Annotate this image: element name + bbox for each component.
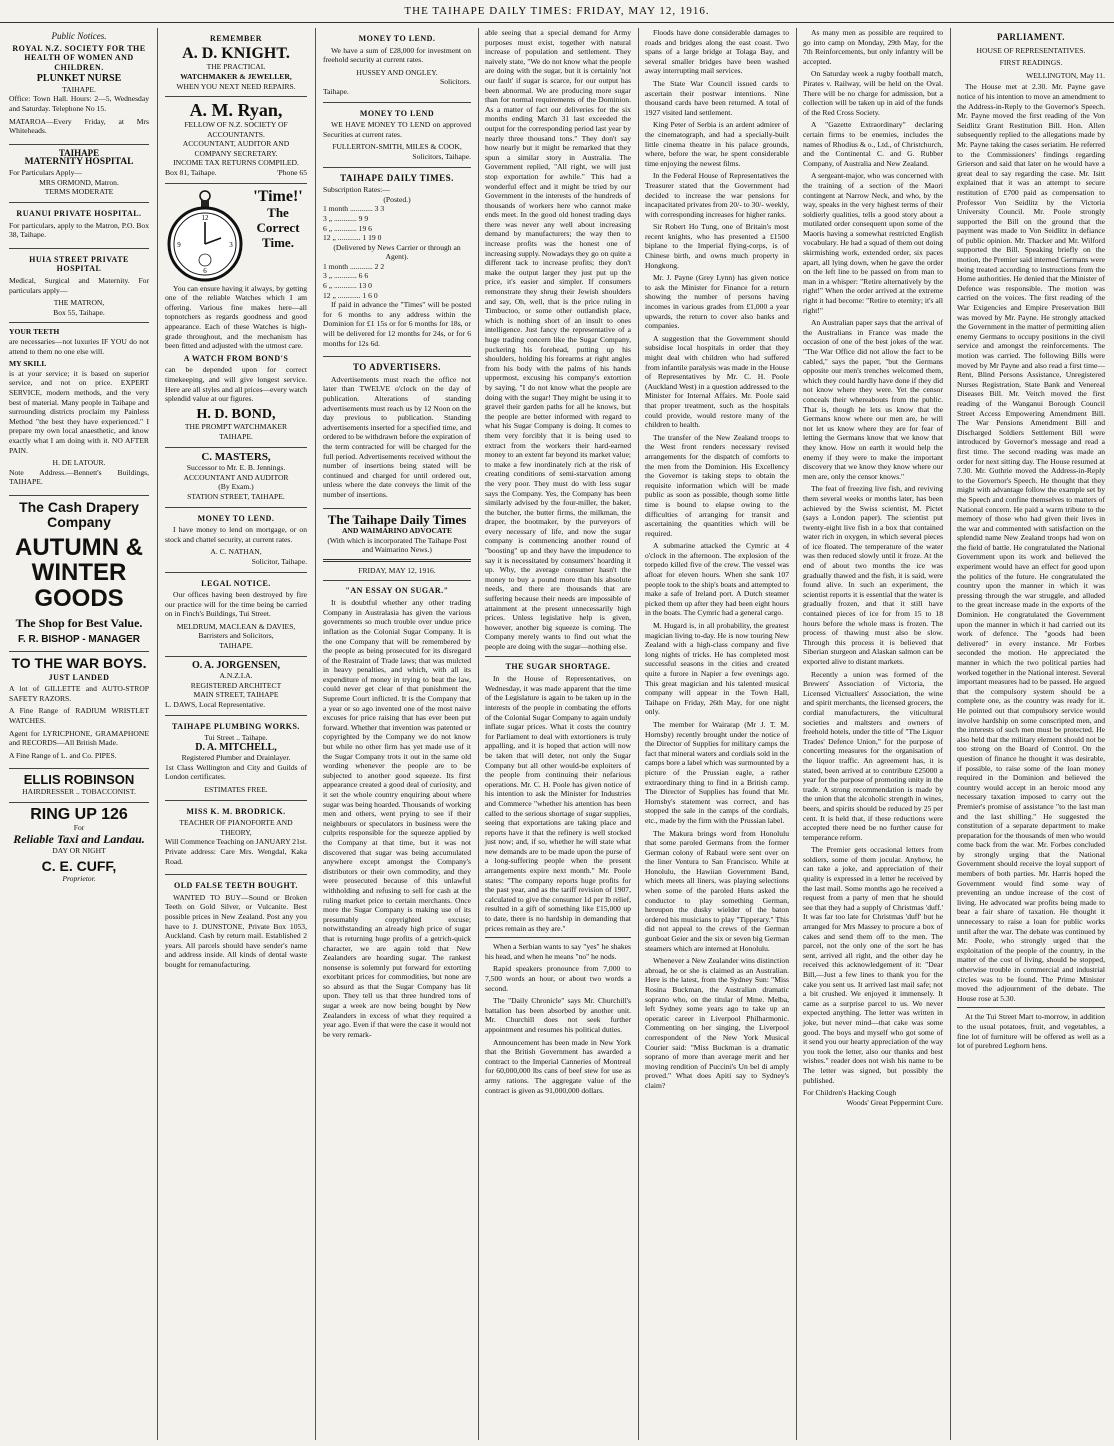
- suggestion-item: A suggestion that the Government should subsidise local hospitals in order that they might deal with children who had suffered from infantile paralysis was made in the House of Representatives by Mr. C. H. Poole (Auckland West) in a question addressed to the Minister for Internal Affairs. Mr. Poole said that proper treatment, such as the hospitals could provide, would restore many of the children to health.: [645, 333, 789, 430]
- ring-for: For: [73, 823, 85, 833]
- sub-rates: Subscription Rates:—: [323, 185, 390, 195]
- paper-sub: AND WAIMARINO ADVOCATE: [341, 526, 453, 536]
- cough-cure: Woods' Great Peppermint Cure.: [846, 1097, 943, 1107]
- teeth-head: YOUR TEETH: [9, 327, 60, 337]
- shortage-body: In the House of Representatives, on Wednesday, it was made apparent that the time of the Legislature is again to be taken up in the interests of the people in combating the efforts of the Colonial Sugar Company to again unduly inflate sugar prices. What it costs the country for Parliament to deal with extortioners is truly appalling, and it is hoped that action will now be taken that will deter, not only the Sugar Company but all other would-be exploiters of the people from continuing their nefarious operations. Mr. C. H. Poole has given notice of his intention to ask the Minister for Industries and Commerce "whether his attention has been called to the serious shortage of sugar supplies, seeing that exportations are taking place and reports have it that the refinery is well stocked just now; and, if so, whether he will state what new demands are to be made upon the purse of a long-suffering people when the present arrangements expire next month." Mr. Poole states: "The company reports huge profits for the past year, and as the tariff revision of 1907, calculated to give the consumer 1d per lb relief, resulted in a gift of something like £15,000 up to date, there is no hardship in demanding that prices remain as they are.": [485, 674, 631, 933]
- war-boys: TO THE WAR BOYS.: [11, 654, 147, 671]
- delivered-row: 12 „ ............ 1 6 0: [323, 290, 378, 300]
- jorgensen-line: REGISTERED ARCHITECT: [190, 680, 282, 690]
- masters-street: STATION STREET, TAIHAPE.: [187, 491, 285, 501]
- meldrum: MELDRUM, MACLEAN & DAVIES,: [176, 621, 296, 631]
- delivered-row: 6 „ ............ 13 0: [323, 281, 372, 291]
- gazette-item: A "Gazette Extraordinary" declaring certain firms to be enemies, includes the names of Rhodius & o., Ltd., of Christchurch, and the Continental C. and G. Rubber Company, of Australia and New Zealand.: [803, 120, 943, 168]
- svg-text:3: 3: [229, 240, 233, 249]
- dentist-address: Note Address.—Bennett's Buildings, TAIHAPE.: [9, 467, 149, 487]
- dawson: L. DAWS, Local Representative.: [165, 699, 266, 709]
- huia-body: Medical, Surgical and Maternity. For particulars apply—: [9, 276, 149, 295]
- money-head-2: MONEY TO LEND.: [358, 34, 436, 43]
- newyork-item: Announcement has been made in New York that the British Government has awarded a contract to the Imperial Canneries of Montreal for 60,000,000 lbs cans of beef stew for use as army rations. The aggregate value of the contract is given as 91,000,000 dollars.: [485, 1037, 631, 1095]
- masthead: THE TAIHAPE DAILY TIMES: FRIDAY, MAY 12, 1916.: [0, 0, 1114, 23]
- ring-day: DAY OR NIGHT: [52, 845, 106, 855]
- ryan-line-1: FELLOW OF N.Z. SOCIETY OF ACCOUNTANTS.: [184, 120, 288, 139]
- teeth-body: are necessaries—not luxuries IF YOU do not attend to them no one else will.: [9, 336, 149, 356]
- federal-item: In the Federal House of Representatives the Treasurer stated that the Government had decided to increase the war pensions for incapacitated privates from 20/- to 30/- weekly, with corresponding increases for higher ranks.: [645, 171, 789, 219]
- shop-best: The Shop for Best Value.: [15, 615, 143, 630]
- plunket-society: ROYAL N.Z. SOCIETY FOR THE HEALTH OF WOMEN AND CHILDREN.: [12, 43, 146, 72]
- shortage-head: THE SUGAR SHORTAGE.: [505, 661, 611, 671]
- ruanui-head: RUANUI PRIVATE HOSPITAL.: [16, 209, 142, 219]
- teeth-bought: OLD FALSE TEETH BOUGHT.: [174, 881, 298, 891]
- bond-line: THE PROMPT WATCHMAKER: [184, 422, 288, 432]
- submarine-item: A submarine attacked the Cymric at 4 o'clock in the afternoon. The explosion of the torpedo killed five of the crew. The vessel was afloat for eleven hours. When she sank 107 people took to the ship's boats and attempted to make a safe of Ireland port. A Dutch steamer picked them up after they had been eight hours in the boats. The Cymric had a general cargo.: [645, 541, 789, 618]
- autumn-winter: AUTUMN & WINTER GOODS: [15, 534, 143, 612]
- plunket-mataroa: MATAROA—Every Friday, at Mrs Whiteheads.: [9, 116, 149, 136]
- ryan-phone: 'Phone 65: [277, 168, 307, 178]
- ring-up: RING UP 126: [30, 805, 128, 823]
- mitchell-cert: 1st Class Wellington and City and Guilds of London certificates.: [165, 762, 307, 782]
- svg-text:6: 6: [203, 266, 207, 275]
- pocket-watch-icon: [165, 188, 245, 284]
- meldrum-line: Barristers and Solicitors,: [198, 631, 274, 641]
- hotung-item: Sir Robert Ho Tung, one of Britain's most recent knights, who has presented a £1500 biplane to the Imperial flying-corps, is of Chinese birth, and owns much property in Hongkong.: [645, 222, 789, 270]
- nathan-title: Solicitor, Taihape.: [251, 556, 307, 566]
- fullerton: FULLERTON-SMITH, MILES & COOK,: [332, 142, 462, 152]
- first-readings: FIRST READINGS.: [999, 58, 1063, 68]
- floods-item: Floods have done considerable damages to roads and bridges along the east coast. Two spans of a large bridge at Tolaga Bay, and several smaller bridges have been washed away interrupting mail services.: [645, 28, 789, 76]
- knight-line-3: WHEN YOU NEXT NEED REPAIRS.: [176, 81, 296, 91]
- skill-head: MY SKILL: [9, 359, 47, 369]
- posted-row: 1 month ............ 3 3: [323, 204, 385, 214]
- hussey: HUSSEY AND ONGLEY.: [356, 67, 438, 77]
- transfer-item: The transfer of the New Zealand troops to the West front renders necessary revised arrangements for the dispatch of comforts to the men from the Dominion. His Excellency the Governor is taking steps to obtain the requisite information which will be made public as soon as possible, though some little time is bound to elapse owing to the difficulties of arranging for transit and ascertaining the quantities which will be required.: [645, 432, 789, 538]
- delivered-row: 1 month ............ 2 2: [323, 261, 385, 271]
- dentist-name: H. DE LATOUR.: [52, 458, 106, 468]
- posted: (Posted.): [383, 194, 411, 204]
- knight-line-2: WATCHMAKER & JEWELLER,: [180, 71, 292, 81]
- bond-name: H. D. BOND,: [196, 406, 276, 422]
- paper-note: (With which is incorporated The Taihape Post and Waimarino News.): [327, 535, 467, 555]
- masters-name: C. MASTERS,: [201, 450, 271, 463]
- masters-line: Successor to Mr. E. B. Jennings.: [186, 463, 286, 473]
- peter-item: King Peter of Serbia is an ardent admirer of the cinematograph, and had a specially-built little cinema theatre in his palace grounds, where, before the war, he spent considerable time enjoying the newest films.: [645, 120, 789, 168]
- house-head: HOUSE OF REPRESENTATIVES.: [976, 45, 1086, 55]
- huia-head: HUIA STREET PRIVATE HOSPITAL: [29, 254, 129, 274]
- fullerton-title: Solicitors, Taihape.: [412, 151, 471, 161]
- dateline: FRIDAY, MAY 12, 1916.: [358, 565, 436, 575]
- enlist-item: As many men as possible are required to go into camp on Monday, 29th May, for the 7th Reinforcements, but only infantry will be accepted.: [803, 28, 943, 66]
- money-head: MONEY TO LEND.: [197, 513, 275, 523]
- hospital-particulars: For Particulars Apply—: [9, 168, 82, 178]
- watch-body: You can ensure having it always, by getting one of the reliable Watches which I am offering. Various fine makes here—all topnotchers as regards goodness and good appearance. Each of these Watches is high-grade throughout, and the mechanism has been fitted and adjusted with the utmost care.: [165, 283, 307, 351]
- essay-body: It is doubtful whether any other trading Company in Australasia has given the various governments so much trouble over undue price inflation as the Colonial Sugar Company. It is the one Company that will be remembered by the people as being prosecuted for its disregard of the Restraint of Trade laws; that was mulcted in heavy penalties, and which, with all its expenditure of money in trying to beat the law, could never get clear of that punishment the Supreme Court inflicted. It is the Company that a year or so ago invented one of the most naive excuses for price raising that has ever been put forward. Whether that invention was patented or copyrighted by the Company we do not know but while no other firm has yet made use of it the Sugar Company trots it out in the same old wording whenever the people are to be subjected to another good squeeze. Its first appearance created a good deal of curiosity, and it set the whole country enquiring about where sugar was being hoarded. Thousands of working men and others, went prying to see if their neighbours or speculators in business were the culprits responsible for the squeeze applied by the Company at that time, but it was not discovered that sugar was being accumulated anywhere except amongst the Company's distributors or their own commodity, and they were prosecuted because of this unlawful withholding and refusing to sell for cash at the ruling market price to certain merchants. Once more the Sugar Company is making use of its presumably copyrighted excuse; notwithstanding an already high price of sugar that is returning huge profits of a getrich-quick character, we are again told that New Zealanders are hoarding sugar. The rankest nonsense is solemnly put forward for extorting exorbitant prices for commodities, but none are so absurd as that the Sugar Company has lit upon. They tell us that three hundred tons of sugar a week are now being bought by New Zealanders in excess of what they required a year ago. Even if that were the case it would not be very remark-: [323, 598, 471, 1039]
- hospital-town: TAIHAPE: [58, 147, 100, 158]
- times-head: TAIHAPE DAILY TIMES.: [340, 172, 454, 183]
- member-item: The member for Wairarap (Mr J. T. M. Hornsby) recently brought under the notice of the Director of Supplies for military camps the fact that mineral waters and cordials sold in the camps bore a label which was surmounted by a picture of the Prussian eagle, a rather extraordinary thing to find in a British camp. The Director of Supplies has found that Mr. Hornsby's statement was correct, and has stopped the sale in the camps of the cordials, etc., made by the firm with the Prussian label.: [645, 719, 789, 825]
- plumbing-street: Tui Street .. Taihape.: [204, 733, 268, 743]
- advertisers-body: Advertisements must reach the office not later than TWELVE o'clock on the day of publication. Alterations of standing advertisements must reach us by 12 Noon on the day previous to publication. Standing advertisements inserted for a specified time, and ordered to be withdrawn before the expiration of the term contracted for will be charged for the full period. Advertisements received without the number of insertions being stated will be continued and charged for until ordered out, unless where the date conveys the limit of the number of insertions.: [323, 374, 471, 499]
- australian-item: An Australian paper says that the arrival of the Australians in France was made the occasion of one of the best jokes of the war. "The War Office did not allow the fact to be cabled," says the paper, "but the Germans opposite our men's trenches welcomed them, which they could hardly have done if they did not know where they were. Yet the censor conceals their whereabouts from the public. That is, though he lets us know that the Germans know where our men are, he will not let us know where they are for fear of letting the Germans know that we know that they know. How on earth it would help the enemy if they were to make the important discovery that we know they know where our men are, only the censor knows.": [803, 318, 943, 481]
- war-line-4: A Fine Range of L. and Co. PIPES.: [9, 750, 117, 760]
- brodrick-line-2: Will Commence Teaching on JANUARY 21st.: [165, 837, 307, 847]
- payne-item: Mr. J. Payne (Grey Lynn) has given notice to ask the Minister for Finance for a return showing the number of persons having incomes in various grades from £1,000 a year upwards, the return to cover also banks and companies.: [645, 273, 789, 331]
- cuff-name: C. E. CUFF,: [41, 858, 117, 875]
- mart-item: At the Tui Street Mart to-morrow, in addition to the usual potatoes, fruit, and vegetables, a fine lot of furniture will be offered as well as a lot of purebred Leghorn hens.: [957, 1012, 1105, 1051]
- jorgensen-street: MAIN STREET, TAIHAPE: [193, 690, 279, 700]
- watch-bonds-body: can be depended upon for correct timekeeping, and will give longest service. Here are all styles and all prices—every watch splendid value at our figures.: [165, 365, 307, 404]
- cuff-prop: Proprietor.: [62, 873, 96, 883]
- advertisers-head: TO ADVERTISERS.: [352, 362, 442, 373]
- column-7: [952, 28, 1110, 1440]
- svg-text:9: 9: [177, 240, 181, 249]
- sergeant-item: A sergeant-major, who was concerned with the training of a section of the Maori contingent at Narrow Neck, and who, by the way, speaks in the very highest terms of their soldierly qualities, tells a good story about a mutilated order consequent upon some of the Maoris having a somewhat restricted English vocabulary. He had a squad of them out doing skirmishing work, extended order, six paces apart, all lying down, when he gave the order on the left line to be passed on from man to man in a whisper: "Retire alternatively by the right!" When the order arrived at the extreme right it had become: "Retire to eternity; it's all right!": [803, 171, 943, 315]
- hussey-town: Taihape.: [323, 86, 349, 96]
- ryan-name: A. M. Ryan,: [189, 100, 283, 121]
- money-body-2: We have a sum of £28,000 for investment on freehold security at current rates.: [323, 45, 471, 65]
- ryan-line-2: ACCOUNTANT, AUDITOR AND COMPANY SECRETARY.: [182, 139, 290, 158]
- ellis-robinson: ELLIS ROBINSON: [23, 772, 135, 788]
- watch-bonds: A WATCH FROM BOND'S: [183, 353, 289, 363]
- column-4: [480, 28, 636, 1440]
- advance: If paid in advance the "Times" will be posted for 6 months to any address within the Dominion for £1 15s or for 6 months for 18s, or will be delivered for 12 months for 24s, or for 6 months for 12s 6d.: [323, 300, 471, 348]
- speakers-item: Rapid speakers pronounce from 7,000 to 7,500 words an hour, or about two words a second.: [485, 964, 631, 993]
- column-5: [640, 28, 794, 1440]
- notices-title: Public Notices.: [51, 31, 107, 41]
- serbian-item: When a Serbian wants to say "yes" he shakes his head, and when he means "no" he nods.: [485, 942, 631, 961]
- hussey-title: Solicitors.: [439, 77, 471, 87]
- union-item: Recently a union was formed of the Brewers' Association of Victoria, the Licensed Victuallers' Association, the wine and spirit merchants, the licensed grocers, the cordial manufacturers, the viticultural societies and maltsters and owners of freehold hotels, under the title of "The Liquor Trades' Defence Union," for the purpose of concerting measures for the organisation of the liquor traffic. An agreement has, it is stated, been arrived at to contribute £25000 a year for the purpose of promoting unity in the trade. A strong recommendation is made by the union that the alcoholic strength in wines, beers, and spirits should be reduced by 25 per cent. It is held that, if these reductions were accepted there need be no further cause for temperance reform.: [803, 669, 943, 842]
- ellis-trade: HAIRDRESSER .. TOBACCONIST.: [22, 786, 136, 796]
- premier-item: The Premier gets occasional letters from soldiers, some of them jocular. Anyhow, he can take a joke, and appreciation of their quality is expressed in a letter he received by the last mail. Some months ago he received a request from a party of men that he should see that they had a supply of Christmas 'duff.' It was far too late for Christmas 'duff' but he arranged for Mrs Massey to procure a box of cakes and send them off to the men. The parcel, not the only one of the sort he has sent, arrived all right, and the other day he received this acknowledgement of it: "Dear Bill,—Just a few lines to thank you for the cake you sent us. It arrived last mail safe; not a bit crushed. We enjoyed it immensely. It came as a surprise parcel to us. We never expected anything. The letter was written in joke, but never mind—that cake was some good. The boys and myself who got some of it send you our hearty appreciation of the way you took the letter, also our thanks and best wishes." reader does not wish his name to be The letter was signed, but possibly the published.: [803, 845, 943, 1085]
- huia-matron: THE MATRON,: [53, 298, 105, 308]
- remember: REMEMBER: [210, 34, 262, 43]
- skill-body: is at your service; it is based on superior service, and not on price. EXPERT SERVICE, modern methods, and the very best of material. Many people in Taihape and surrounding districts proclaim my Painless Method "the best they have experienced." I prepare my own local anaesthetic, and know exactly what I am doing with it. NO AFTER PAIN.: [9, 368, 149, 455]
- estimates: ESTIMATES FREE.: [204, 785, 268, 795]
- jorgensen: O. A. JORGENSEN,: [191, 659, 281, 671]
- ruanui-body: For particulars, apply to the Matron, P.O. Box 38, Taihape.: [9, 220, 149, 240]
- brodrick-line-1: TEACHER OF PIANOFORTE AND THEORY,: [179, 818, 293, 837]
- delivered-row: 3 „ ............ 6 6: [323, 271, 369, 281]
- column-2: [160, 28, 312, 1440]
- huia-box: Box 55, Taihape.: [53, 307, 105, 317]
- paper-title: The Taihape Daily Times: [327, 511, 467, 527]
- posted-row: 3 „ ............ 9 9: [323, 213, 369, 223]
- meldrum-town: TAIHAPE.: [219, 641, 253, 651]
- parliament-body: The House met at 2.30. Mr. Payne gave notice of his intention to move an amendment to the Address-in-Reply to the Governor's Speech. Mr. Payne moved the first reading of the Von Seidlitz Grant Restitution Bill. Hon. Allen subsequently replied to the allegations made by Mr. Payne taking the cases seriatim. He referred to the Commissioners' findings regarding Grierson and said that later on he would have a great deal to say regarding the case. Mr. Isitt explained that it was an attempt to secure restitution of £700 paid as compensation to Professor Von Seidlitz by the Victoria University Council. Mr. Poole strongly supported the Bill on the ground that the payment was made to Von Seidlitz in defiance of public opinion. Mr. Thacker and Mr. Wilford supported the Bill. Speaking briefly on the motion, the Premier said interned Germans were being treated according to instructions from the Home authorities. He denied that the Minister of Defence was responsible. The motion was carried on the voices. The first reading of the War Exigencies and Empire Preservation Bill was moved by Mr. Payne. He strongly attacked the Government in the matter of permitting alien enemy Germans to occupy positions in the civil service and amongst the reinforcements. The motion was carried. The following Bills were moved by Mr Payne and also read a first time—Rent, Blind Persons Assistance, Unregistered Nurses Registration, State Bank and Venereal Diseases Bill. Mr. Veitch moved the first reading of the Wanganui Borough Council Street Access Empowering Amendment Bill. The War Pensions Amendment Bill and Discharged Soldiers Settlement Bill were introduced by Governor's message and read a first time. The second reading was made an order for next sitting day. The House resumed at 7.30. Mr. Guthrie moved the Address-in-Reply to the Governor's Speech. He thought that they might with advantage follow the example set by the Speech and confine themselves to matters of National concern. He paid a warm tribute to the memory of those who had given their lives in the war and commented with satisfaction on the splendid name New Zealand troops had won on the field of battle. He congratulated the National Government upon its work and believed the experiment would have an effect for good upon the politics of the future. He congratulated the country upon the manner in which it was pressing through the war struggle, and alluded to the great increase made in the exports of the Dominion. He congratulated the Government upon the manner in which it had carried out its work of defence. The "goods had been delivered" in every instance. Mr Forbes seconded the motion. He appreciated the manner in which the two political parties had worked together in the National interest. Several important measures had to be passed. He argued that the compulsory system should be a complete one, as the country was ready for it. He pointed out that compulsory service would involve hardship on some conscripted men, and the interests of such men must be protected. He also held that the military element should not be too strong on the Board of Control. On the question of finance he thought it was desirable, if possible, to raise some of the loan money required in the Dominion and believed the country would accept in an heroic mood any necessary taxation imposed to carry out the Premier's promise of assistance "to the last man and the last shilling." He suggested the constitution of a separate department to make preparation for the thousands of men who would come back from the war. Mr. Forbes concluded by strongly urging that the National Government should receive the loyal support of members of both parties. Mr. Harris hoped the Government would find some way of preventing an undue increase of the cost of living. He advocated war profits being made to bear a fair share of taxation. He thought it unnecessary to raise a loan for public works until after the war. The debate was continued by Mr. Poole, who strongly urged that the exploitation of the people of the country, in the matter of the cost of living, should be stopped, otherwise trouble in commercial and industrial circles was to be found. The Prime Minister moved the adjournment of the debate. The House rose at 5.30.: [957, 82, 1105, 1003]
- war-line-3: Agent for LYRICPHONE, GRAMAPHONE and RECORDS—All British Made.: [9, 728, 149, 748]
- column-1: [4, 28, 154, 1440]
- column-6: [798, 28, 948, 1440]
- masters-acc: ACCOUNTANT AND AUDITOR: [183, 472, 289, 482]
- time-correct: The Correct Time.: [256, 205, 300, 250]
- legal-head: LEGAL NOTICE.: [201, 578, 271, 588]
- jorgensen-anzia: A.N.Z.I.A.: [219, 671, 253, 681]
- plumbing-head: TAIHAPE PLUMBING WORKS.: [172, 721, 300, 731]
- chronicle-item: The "Daily Chronicle" says Mr. Churchill's battalion has been absorbed by another unit. Mr. Churchill does not seek further appointment and resumes his political duties.: [485, 996, 631, 1034]
- brodrick: MISS K. M. BRODRICK.: [186, 806, 286, 816]
- brodrick-addr: Private address: Care Mrs. Wengdal, Kaka Road.: [165, 846, 307, 866]
- fish-item: The feat of freezing live fish, and reviving them several weeks or months later, has been achieved by the Swiss scientist, M. Pictet (says a London paper). The scientist put twenty-eight live fish in a box that contained water rich in oxygen, in which several pieces of ice floated. The temperature of the water was then reduced slowly until it froze. At the end of about two months the ice was gradually thawed and the fish, it is said, were found alive. In such an experiment, the scientist reports it is essential that the water is gradually frozen, and that it still have contained pieces of ice for from 15 to 18 hours before the whole mass is frozen. The process of thawing must also be slow. Through this process it is believed that Siberian sturgeon and Alaskan salmon can be exported alive to distant markets.: [803, 484, 943, 666]
- cash-drapery: The Cash Drapery Company: [19, 498, 139, 530]
- nathan-name: A. C. NATHAN,: [210, 547, 262, 557]
- ring-taxi: Reliable Taxi and Landau.: [13, 831, 145, 846]
- plunket-town: TAIHAPE.: [62, 84, 96, 94]
- war-line-1: A lot of GILLETTE and AUTO-STROP SAFETY RAZORS.: [9, 684, 149, 703]
- parliament-head: PARLIAMENT.: [997, 32, 1065, 42]
- money-body: I have money to lend on mortgage, or on stock and chattel security, at current rates.: [165, 525, 307, 544]
- wellington-dateline: WELLINGTON, May 11.: [1026, 70, 1105, 80]
- time-exclaim: 'Time!': [253, 187, 303, 205]
- cough-line: For Children's Hacking Cough: [803, 1088, 897, 1098]
- knight-name: A. D. KNIGHT.: [182, 44, 290, 62]
- hospital-terms: TERMS MODERATE: [44, 187, 114, 197]
- plunket-office: Office: Town Hall. Hours: 2—5, Wednesday and Saturday. Telephone No 15.: [9, 94, 149, 114]
- posted-row: 12 „ ............ 1 19 0: [323, 233, 382, 243]
- essay-continued: able seeing that a special demand for Army purposes must exist, together with natural increase of population and settlement. They naively state, "We do not know what the people are doing with the sugar, but it is certainly 'not our fault' if sugar is scarce, for our output has been abnormal. We are producing more sugar than for normal requirements of the Dominion. As a matter of fact our deliveries for the six months ending March 31 last exceeded the output for the corresponding period last year by nearly three thousand tons." They don't say how nearly but it might be remarked that they spun a similar story in Australia. The Government replied, "All right, we will just stop exportation for awhile." This had a wonderful effect and it might be tried by our Government in the interests of the hundreds of thousands of workers here who cannot make ends meet. In the good old honest trading days there was never any well about increasing demand by manufacturers; the way then to increase profits was the honest one of increasing supply. Nowadays they go on quite a different tack to increase profits; they don't make the output larger they just put up the price, it's easier and simpler. If consumers remonstrate they shrug their Jewish shoulders and say, Oh, well, that is the price ruling in Timbuctoo, or some other outlandish place, which is nothing short of an insult to ones intelligence. Just fancy the representative of a huge trading concern like the Sugar Company, puckering his forehead, putting up his shoulders, holding his forearms at right angles from his body with the palms of his hands uppermost, excusing his company's extortion by saying, "I do not know what the people are doing with the sugar! They might be using it to gravel their garden paths for all he knows, but the people are better informed with regard to what his Sugar Company is doing. It comes to them very forcibly that it is being used to extract from the workers their hard-earned money to an extent far beyond its market value; to make a few inordinately rich at the risk of creating conditions of semi-starvation among the very poor. They must do with less sugar says the Company. Yes, the Company has been similarly advised by the four-miller, the baker, the butcher, the butter firms, the milkman, the draper, the bootmaker, by the purveyors of every necessary of life, and now the sugar company is commencing another round of "boosting" up and they have the impudence to say it is necessitated by consumers' hoarding it up. Why, the average consumer hasn't the money to buy a pound more than his absolute needs, and there are thousands that are suffering because their needs are impossible of attainment at the present unnecessarily high prices. Unless legislative help is given, however, another big squeeze is coming. The Company merely wants to find out what the people are doing with the sugar—nothing else.: [485, 28, 631, 651]
- essay-head: "AN ESSAY ON SUGAR.": [345, 585, 449, 595]
- just-landed: JUST LANDED: [48, 672, 110, 682]
- legal-body: Our offices having been destroyed by fire our practice will for the time being be carried on in Finch's Buildings, Tui Street.: [165, 590, 307, 619]
- war-line-2: A Fine Range of RADIUM WRISTLET WATCHES.: [9, 706, 149, 725]
- knight-line-1: THE PRACTICAL: [206, 62, 266, 72]
- money-head-3: MONEY TO LEND: [359, 108, 435, 118]
- svg-text:12: 12: [201, 213, 209, 222]
- plunket-nurse: PLUNKET NURSE: [36, 73, 122, 85]
- hospital-matron: MRS ORMOND, Matron.: [39, 177, 119, 187]
- manager: F. R. BISHOP - MANAGER: [17, 634, 141, 646]
- ryan-box: Box 81, Taihape.: [165, 168, 217, 178]
- column-3: [318, 28, 476, 1440]
- council-item: The State War Council issued cards to ascertain their postwar intentions. Nine thousand cards have been returned. A total of 1927 visited land settlement.: [645, 78, 789, 117]
- delivered: (Delivered by News Carrier or through an Agent).: [333, 242, 461, 262]
- football-item: On Saturday week a rugby football match, Pirates v. Railway, will be held on the Oval. There will be no charge for admission, but a collection will be taken up in aid of the funds of the Red Cross Society.: [803, 69, 943, 117]
- makura-item: The Makura brings word from Honolulu that some paroled Germans from the former German colony of Rabaul were sent over on the liner Ventura to San Francisco. While at Honolulu, the Hawiian Government Band, which meets all liners, was playing selections when some of the paroled Huns asked the conductor to play something German, hereupon the dusky wielder of the baton ordered his musicians to play "Tipperary." This did not appeal to the crews of the German gunboat Geier and the six or seven big German steamers which are interned at Honolulu.: [645, 828, 789, 953]
- teeth-bought-body: WANTED TO BUY—Sound or Broken Teeth on Gold Silver, or Vulcanite. Best possible prices in New Zealand. Post any you have to J. DUNSTONE, Private Box 1053, Auckland. Cash by return mail. Established 2 years. All parcels should have sender's name and address inside. All kinds of dental waste bought for remanufacturing.: [165, 892, 307, 969]
- mitchell: D. A. MITCHELL,: [195, 741, 277, 753]
- ryan-line-3: INCOME TAX RETURNS COMPILED.: [173, 158, 299, 168]
- hospital-name: MATERNITY HOSPITAL: [24, 157, 134, 168]
- wherever-item: Whenever a New Zealander wins distinction abroad, he or she is claimed as an Australian. Here is the latest, from the Sydney Sun: "Miss Rosina Buckman, the Australian dramatic soprano who, on the titular of Mme. Melba, left Sydney some years ago to take up an operatic career in Liverpool Philharmonic. Commenting on her singing, the Liverpool correspondent of the New York Musical Courier said: "Miss Buckman is a dramatic soprano of more than average merit and her moving rendition of Puccini's Un bel di amply proved." What does Apiti say to Sydney's claim?: [645, 956, 789, 1090]
- posted-row: 6 „ ............ 19 6: [323, 223, 372, 233]
- mitchell-line: Registered Plumber and Drainlayer.: [181, 753, 291, 763]
- money-body-3: WE HAVE MONEY TO LEND on approved Securities at current rates.: [323, 120, 471, 139]
- hugard-item: M. Hugard is, in all probability, the greatest magician living to-day. He is now touring New Zealand with a high-class company and five long nights of tricks. He has completed most successful seasons in the cities and created quite a furore in Napier a few evenings ago. This great magician and his talented musical company will appear in the Town Hall, Taihape on Friday, 26th May, for one night only.: [645, 621, 789, 717]
- bond-town: TAIHAPE.: [219, 432, 253, 442]
- masters-exam: (By Exam.): [218, 482, 254, 492]
